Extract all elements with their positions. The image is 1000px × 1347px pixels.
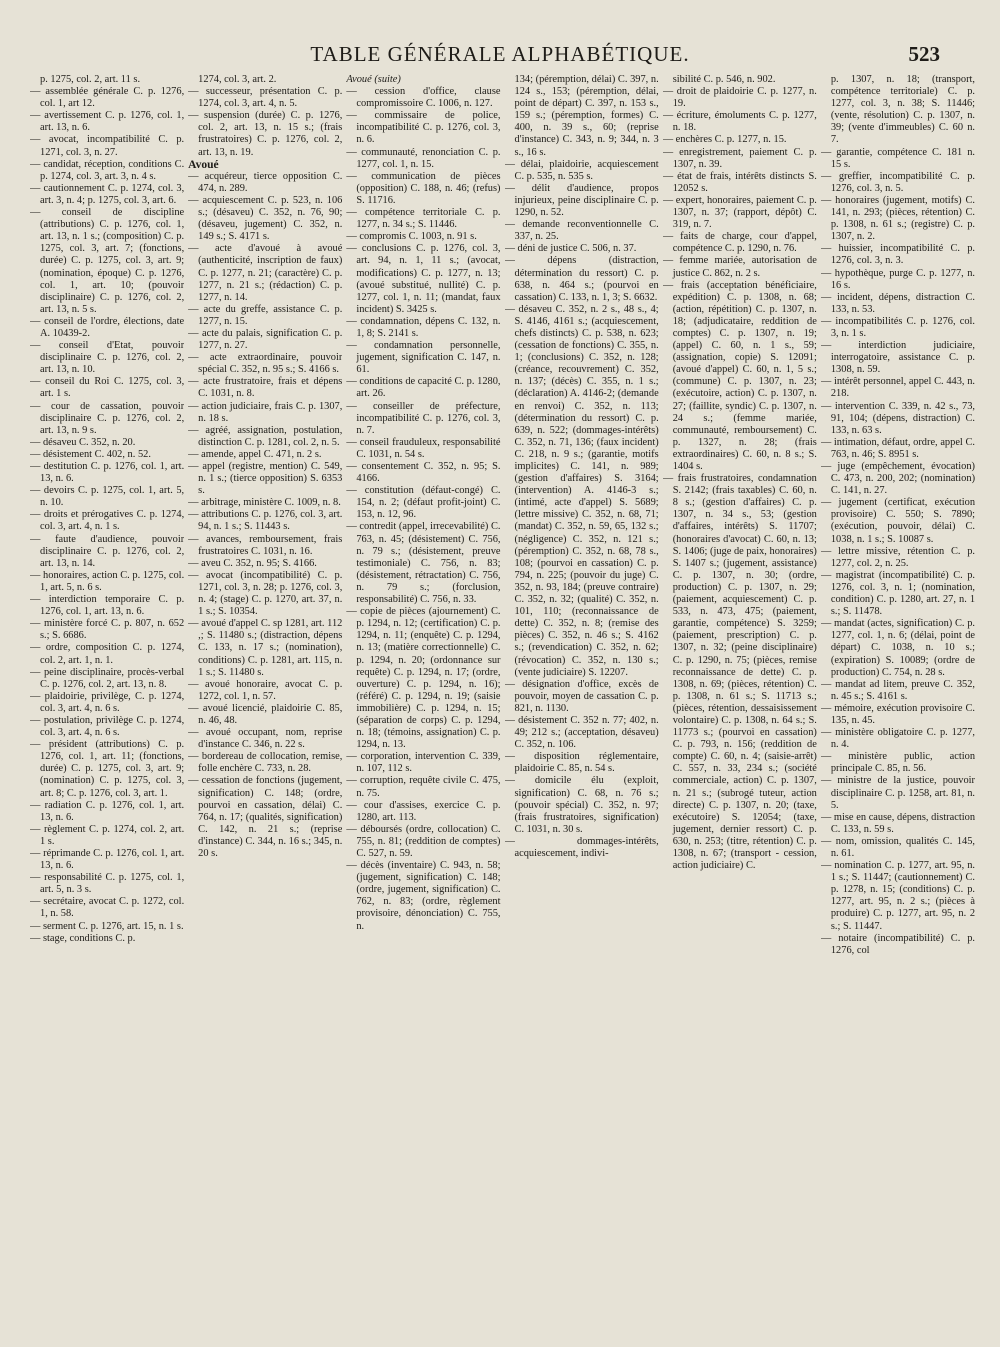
- index-entry: — désaveu C. 352, n. 20.: [30, 436, 136, 448]
- index-entry: — cour d'assises, exercice C. p. 1280, art. 113.: [346, 799, 501, 823]
- index-entry: — acte frustratoire, frais et dépens C. 1031, n. 8.: [188, 376, 343, 400]
- index-entry: — communauté, renonciation C. p. 1277, col. 1, n. 15.: [346, 146, 501, 170]
- index-entry: — aveu C. 352, n. 95; S. 4166.: [188, 557, 317, 569]
- index-entry: — dommages-intérêts, acquiescement, indivi-: [504, 835, 659, 859]
- index-entry: — successeur, présentation C. p. 1274, col. 3, art. 4, n. 5.: [188, 86, 343, 110]
- index-entry: — règlement C. p. 1274, col. 2, art. 1 s.: [30, 823, 185, 847]
- index-entry: — compromis C. 1003, n. 91 s.: [346, 231, 477, 243]
- index-entry: — femme mariée, autorisation de justice C. 862, n. 2 s.: [662, 255, 817, 279]
- index-entry: — nom, omission, qualités C. 145, n. 61.: [820, 835, 976, 859]
- index-entry: — peine disciplinaire, procès-verbal C. p. 1276, col. 2, art. 13, n. 8.: [30, 666, 185, 690]
- index-entry: — désistement C. 352 n. 77; 402, n. 49; 212 s.; (acceptation, désaveu) C. 352, n. 106.: [504, 714, 659, 751]
- index-entry: — hypothèque, purge C. p. 1277, n. 16 s.: [820, 267, 976, 291]
- index-entry: — acte du greffe, assistance C. p. 1277, n. 15.: [188, 303, 343, 327]
- index-entry: — conseil frauduleux, responsabilité C. 1031, n. 54 s.: [346, 436, 501, 460]
- index-entry: — cession d'office, clause compromissoire C. 1006, n. 127.: [346, 86, 501, 110]
- index-entry: — droit de plaidoirie C. p. 1277, n. 19.: [662, 86, 817, 110]
- index-entry: — plaidoirie, privilège, C. p. 1274, col. 3, art. 4, n. 6 s.: [30, 690, 185, 714]
- index-entry: — consentement C. 352, n. 95; S. 4166.: [346, 461, 501, 485]
- index-entry: — écriture, émoluments C. p. 1277, n. 18.: [662, 110, 817, 134]
- index-entry: — ordre, composition C. p. 1274, col. 2, art. 1, n. 1.: [30, 642, 185, 666]
- index-entry: — cour de cassation, pouvoir disciplinaire C. p. 1276, col. 2, art. 13, n. 9 s.: [30, 400, 185, 436]
- index-entry: — conclusions C. p. 1276, col. 3, art. 94, n. 1, 11 s.; (avocat, modifications) C. p. 1277, n. 13; (avoué substitué, nullité) C. p. 1277, col. 1, n. 11; (mandat, faux incident) S. 3425 s.: [346, 243, 501, 315]
- index-entry: — acquéreur, tierce opposition C. 474, n. 289.: [188, 170, 343, 194]
- index-entry: — conseil de discipline (attributions) C. p. 1276, col. 1, art. 13, n. 1 s.; (composition) C. p. 1275, col. 3, art. 7; (fonctions, durée) C. p. 1275, col. 3, art. 9; (nomination, époque) C. p. 1276, col. 1, art. 10; (pouvoir disciplinaire) C. p. 1276, col. 2, art. 13, n. 5 s.: [30, 207, 185, 315]
- index-entry: — incompatibilités C. p. 1276, col. 3, n. 1 s.: [820, 315, 976, 339]
- index-heading: Avoué: [188, 158, 219, 171]
- index-entry: — notaire (incompatibilité) C. p. 1276, col: [820, 932, 976, 956]
- index-entry: — ministère obligatoire C. p. 1277, n. 4.: [820, 727, 976, 751]
- index-entry: — communication de pièces (opposition) C. 188, n. 46; (refus) S. 11716.: [346, 170, 501, 206]
- index-entry: — avoué d'appel C. sp 1281, art. 112 ,; S. 11480 s.; (distraction, dépens C. 133, n. 17 s.; (nomination), conditions) C. p. 1281, art. 115, n. 1 s.; S. 11480 s.: [188, 618, 343, 678]
- index-entry: — assemblée générale C. p. 1276, col. 1, art 12.: [30, 86, 185, 110]
- index-entry: — attributions C. p. 1276, col. 3, art. 94, n. 1 s.; S. 11443 s.: [188, 509, 343, 533]
- index-entry: — avertissement C. p. 1276, col. 1, art. 13, n. 6.: [30, 110, 185, 134]
- index-entry: — condamnation personnelle, jugement, signification C. 147, n. 61.: [346, 340, 501, 376]
- index-entry: — déni de justice C. 506, n. 37.: [504, 243, 637, 255]
- index-entry: — désistement C. 402, n. 52.: [30, 448, 151, 460]
- index-entry: — juge (empêchement, évocation) C. 473, n. 200, 202; (nomination) C. 141, n. 27.: [820, 461, 976, 497]
- index-entry: — ministère forcé C. p. 807, n. 652 s.; S. 6686.: [30, 618, 185, 642]
- index-entry: — intervention C. 339, n. 42 s., 73, 91, 104; (dépens, distraction) C. 133, n. 63 s.: [820, 400, 976, 436]
- index-entry: — enregistrement, paiement C. p. 1307, n. 39.: [662, 146, 817, 170]
- index-entry: — suspension (durée) C. p. 1276, col. 2, art. 13, n. 15 s.; (frais frustratoires) C. p. 1276, col. 2, art. 13, n. 19.: [188, 110, 343, 158]
- index-entry: — mandat (actes, signification) C. p. 1277, col. 1, n. 6; (délai, point de départ) C. 1038, n. 10 s.; (expiration) S. 10089; (ordre de production) C. 754, n. 28 s.: [820, 618, 976, 678]
- index-entry: — corporation, intervention C. 339, n. 107, 112 s.: [346, 751, 501, 775]
- index-entry: — condamnation, dépens C. 132, n. 1, 8; S. 2141 s.: [346, 315, 501, 339]
- index-entry: — interdiction temporaire C. p. 1276, col. 1, art. 13, n. 6.: [30, 594, 185, 618]
- index-entry: — magistrat (incompatibilité) C. p. 1276, col. 3, n. 1; (nomination, condition) C. p. 1280, art. 27, n. 1 s.; S. 11478.: [820, 569, 976, 618]
- index-entry: — incident, dépens, distraction C. 133, n. 53.: [820, 291, 976, 315]
- index-entry: p. 1307, n. 18; (transport, compétence territoriale) C. p. 1277, col. 3, n. 38; S. 11446; (vente, résolution) C. p. 1307, n. 39; (vente d'immeubles) C. 60 n. 7.: [830, 74, 976, 146]
- index-columns: [30, 74, 975, 1336]
- index-entry: — agréé, assignation, postulation, distinction C. p. 1281, col. 2, n. 5.: [188, 424, 343, 448]
- index-entry: — appel (registre, mention) C. 549, n. 1 s.; (tierce opposition) S. 6353 s.: [188, 461, 343, 497]
- index-entry: — ministre de la justice, pouvoir disciplinaire C. p. 1258, art. 81, n. 5.: [820, 775, 976, 811]
- index-entry: — radiation C. p. 1276, col. 1, art. 13, n. 6.: [30, 799, 185, 823]
- index-entry: — amende, appel C. 471, n. 2 s.: [188, 448, 322, 460]
- index-entry: — déboursés (ordre, collocation) C. 755, n. 81; (reddition de comptes) C. 527, n. 59.: [346, 823, 501, 859]
- index-entry: — constitution (défaut-congé) C. 154, n. 2; (défaut profit-joint) C. 153, n. 12, 96.: [346, 485, 501, 521]
- index-entry: 134; (péremption, délai) C. 397, n. 124 s., 153; (péremption, délai, point de départ) C. 397, n. 153 s., 159 s.; (péremption, formes) C. 400, n. 39 s., 60; (reprise d'instance) C. 343, n. 9; 344, n. 3 s., 16 s.: [514, 74, 659, 158]
- index-column-2: [188, 74, 342, 1336]
- index-column-3: [346, 74, 500, 1336]
- index-entry: — délai, plaidoirie, acquiescement C. p. 535, n. 535 s.: [504, 158, 659, 182]
- index-entry: — conditions de capacité C. p. 1280, art. 26.: [346, 376, 501, 400]
- index-heading: Avoué (suite): [346, 74, 401, 85]
- index-entry: — avances, remboursement, frais frustratoires C. 1031, n. 16.: [188, 533, 343, 557]
- index-entry: — garantie, compétence C. 181 n. 15 s.: [820, 146, 976, 170]
- index-entry: — acte d'avoué à avoué (authenticité, inscription de faux) C. p. 1277, n. 21; (caractère) C. p. 1277, n. 21 s.; (rédaction) C. p. 1277, n. 14.: [188, 243, 343, 303]
- index-entry: — action judiciaire, frais C. p. 1307, n. 18 s.: [188, 400, 343, 424]
- index-entry: — avocat, incompatibilité C. p. 1271, col. 3, n. 27.: [30, 134, 185, 158]
- index-entry: — arbitrage, ministère C. 1009, n. 8.: [188, 497, 341, 509]
- index-entry: — contredit (appel, irrecevabilité) C. 763, n. 45; (désistement) C. 756, n. 79 s.; (désistement, preuve testimoniale) C. 756, n. 83; (désistement, rétractation) C. 756, n. 79 s.; (forclusion, responsabilité) C. 756, n. 33.: [346, 521, 501, 606]
- index-entry: — devoirs C. p. 1275, col. 1, art. 5, n. 10.: [30, 485, 185, 509]
- index-entry: — commissaire de police, incompatibilité C. p. 1276, col. 3, n. 6.: [346, 110, 501, 146]
- index-entry: — domicile élu (exploit, signification) C. 68, n. 76 s.; (pouvoir spécial) C. 352, n. 97; (frais frustratoires, signification) C. 1031, n. 30 s.: [504, 775, 659, 835]
- index-entry: — stage, conditions C. p.: [30, 932, 136, 944]
- index-column-4: [505, 74, 659, 1336]
- index-entry: — acte extraordinaire, pouvoir spécial C. 352, n. 95 s.; S. 4166 s.: [188, 352, 343, 376]
- index-entry: — nomination C. p. 1277, art. 95, n. 1 s.; S. 11447; (cautionnement) C. p. 1278, n. 15; (conditions) C. p. 1277, art. 95, n. 2 s.; (pièces à produire) C. p. 1277, art. 95, n. 2 s.; S. 11447.: [820, 860, 976, 932]
- index-entry: — avocat (incompatibilité) C. p. 1271, col. 3, n. 28; p. 1276, col. 3, n. 4; (stage) C. p. 1270, art. 37, n. 1 s.; S. 10354.: [188, 569, 343, 618]
- index-entry: — avoué occupant, nom, reprise d'instance C. 346, n. 22 s.: [188, 727, 343, 751]
- index-entry: — état de frais, intérêts distincts S. 12052 s.: [662, 170, 817, 194]
- index-entry: — mandat ad litem, preuve C. 352, n. 45 s.; S. 4161 s.: [820, 678, 976, 702]
- index-entry: p. 1275, col. 2, art. 11 s.: [40, 74, 141, 85]
- index-entry: — demande reconventionnelle C. 337, n. 25.: [504, 219, 659, 243]
- index-entry: — conseil du Roi C. 1275, col. 3, art. 1 s.: [30, 376, 185, 400]
- index-entry: — ministère public, action principale C. 85, n. 56.: [820, 751, 976, 775]
- index-entry: — acte du palais, signification C. p. 1277, n. 27.: [188, 327, 343, 352]
- index-column-1: [30, 74, 184, 1336]
- index-entry: — désaveu C. 352, n. 2 s., 48 s., 4; S. 4146, 4161 s.; (acquiescement, chefs distincts) C. p. 538, n. 623; (cessation de fonctions) C. 355, n. 1; (conclusions) C. 352, n. 128; (créance, recouvrement) C. 352, n. 137; (décès) C. 355, n. 1 s.; (déclaration) A. 4146-2; (demande en renvoi) C. 352, n. 113; (détermination du ressort) C. p. 639, n. 522; (dommages-intérêts) C. 352, n. 71, 136; (faux incident) C. 218, n. 9 s.; (garantie, motifs implicites) C. 141, n. 989; (gestion d'affaires) S. 3164; (intervention) A. 4146-3 s.; (intimé, acte d'appel) S. 5689; (lettre missive) C. 352, n. 68, 71; (mandat) C. 352, n. 59, 65, 132 s.; (négligence) C. 352, n. 121 s.; (péremption) C. 352, n. 68, 78 s., 108; (pourvoi en cassation) C. p. 794, n. 225; (pouvoir du juge) C. 352, n. 93, 184; (preuve contraire) C. 352, n. 32; (qualité) C. 352, n. 101, 110; (reconnaissance de dette) C. 352, n. 8; (remise des pièces) C. 352, n. 46 s.; S. 4162 s.; (revendication) C. 352, n. 62; (révocation) C. 352, n. 130 s.; (vente judiciaire) S. 12207.: [504, 303, 659, 678]
- index-entry: — conseiller de préfecture, incompatibilité C. p. 1276, col. 3, n. 7.: [346, 400, 501, 436]
- index-entry: — compétence territoriale C. p. 1277, n. 34 s.; S. 11446.: [346, 207, 501, 231]
- index-entry: — conseil de l'ordre, élections, date A. 10439-2.: [30, 315, 185, 339]
- index-entry: — délit d'audience, propos injurieux, peine disciplinaire C. p. 1290, n. 52.: [504, 182, 659, 219]
- index-entry: — conseil d'Etat, pouvoir disciplinaire C. p. 1276, col. 2, art. 13, n. 10.: [30, 340, 185, 376]
- index-entry: — avoué honoraire, avocat C. p. 1272, col. 1, n. 57.: [188, 678, 343, 702]
- index-entry: — huissier, incompatibilité C. p. 1276, col. 3, n. 3.: [820, 243, 976, 267]
- index-entry: — honoraires, action C. p. 1275, col. 1, art. 5, n. 6 s.: [30, 569, 185, 593]
- index-entry: — réprimande C. p. 1276, col. 1, art. 13, n. 6.: [30, 848, 185, 872]
- index-entry: — mise en cause, dépens, distraction C. 133, n. 59 s.: [820, 811, 976, 835]
- index-entry: — faute d'audience, pouvoir disciplinaire C. p. 1276, col. 2, art. 13, n. 14.: [30, 533, 185, 569]
- index-entry: — interdiction judiciaire, interrogatoire, assistance C. p. 1308, n. 59.: [820, 340, 976, 376]
- index-column-5: [663, 74, 817, 1336]
- index-entry: — greffier, incompatibilité C. p. 1276, col. 3, n. 5.: [820, 170, 976, 194]
- index-entry: — jugement (certificat, exécution provisoire) C. 550; S. 7890; (exécution, pouvoir, délai) C. 1038, n. 1 s.; S. 10087 s.: [820, 497, 976, 545]
- index-entry: — avoué licencié, plaidoirie C. 85, n. 46, 48.: [188, 702, 343, 726]
- index-entry: — copie de pièces (ajournement) C. p. 1294, n. 12; (certification) C. p. 1294, n. 11; (enquête) C. p. 1294, n. 13; (matière correctionnelle) C. p. 1294, n. 20; (ordonnance sur requête) C. p. 1294, n. 17; (ordre, ouverture) C. p. 1294, n. 16); (référé) C. p. 1294, n. 19; (saisie immobilière) C. p. 1294, n. 15; (séparation de corps) C. p. 1294, n. 18; (témoins, assignation) C. p. 1294, n. 13.: [346, 606, 501, 751]
- index-entry: — destitution C. p. 1276, col. 1, art. 13, n. 6.: [30, 461, 185, 485]
- index-entry: — droits et prérogatives C. p. 1274, col. 3, art. 4, n. 1 s.: [30, 509, 185, 533]
- index-entry: — cautionnement C. p. 1274, col. 3, art. 3, n. 4; p. 1275, col. 3, art. 6.: [30, 182, 185, 206]
- index-entry: — enchères C. p. 1277, n. 15.: [662, 134, 787, 146]
- index-entry: — responsabilité C. p. 1275, col. 1, art. 5, n. 3 s.: [30, 872, 185, 896]
- index-entry: — frais (acceptation bénéficiaire, expédition) C. p. 1308, n. 68; (action, répétition) C. p. 1307, n. 18; (adjudicataire, reddition de comptes) C. p. 1307, n. 19; (appel) C. 60, n. 1 s., 59; (assignation, copie) S. 12091; (avoué d'appel) C. 60, n. 1, 5 s.; (commune) C. p. 1307, n. 23; (exécutoire, action) C. p. 1307, n. 27; (faillite, syndic) C. p. 1307, n. 24 s.; (femme mariée, communauté, remboursement) C. p. 1327, n. 28; (frais extraordinaires) C. 60, n. 8 s.; S. 1404 s.: [662, 279, 817, 472]
- index-entry: — corruption, requête civile C. 475, n. 75.: [346, 775, 501, 799]
- page-number: 523: [908, 42, 940, 66]
- index-entry: — postulation, privilège C. p. 1274, col. 3, art. 4, n. 6 s.: [30, 714, 185, 739]
- index-column-6: [821, 74, 975, 1336]
- index-entry: — dépens (distraction, détermination du ressort) C. p. 638, n. 464 s.; (pourvoi en cassation) C. 133, n. 1, 3; S. 6632.: [504, 255, 659, 303]
- index-entry: — candidat, réception, conditions C. p. 1274, col. 3, art. 3, n. 4 s.: [30, 158, 185, 182]
- index-entry: — décès (inventaire) C. 943, n. 58; (jugement, signification) C. 148; (ordre, jugement, signification) C. 762, n. 83; (ordre, règlement provisoire, dénonciation) C. 755, n.: [346, 860, 501, 932]
- index-entry: — secrétaire, avocat C. p. 1272, col. 1, n. 58.: [30, 896, 185, 920]
- index-entry: — disposition réglementaire, plaidoirie C. 85, n. 54 s.: [504, 751, 659, 775]
- index-entry: — intérêt personnel, appel C. 443, n. 218.: [820, 376, 976, 400]
- index-entry: — frais frustratoires, condamnation S. 2142; (frais taxables) C. 60, n. 8 s.; (gestion d'affaires) C. p. 1307, n. 34 s., 53; (gestion d'affaires, intérêts) S. 11707; (honoraires d'avocat) C. 60, n. 13; S. 1406; (juge de paix, honoraires) S. 1407 s.; (jugement, assistance) C. p. 1307, n. 30; (ordre, production) C. p. 1307, n. 29; (paiement, acquiescement) C. p. 533, n. 473, 475; (paiement, garantie, compétence) S. 3259; (paiement, prescription) C. p. 1307, n. 32; (peine disciplinaire) C. p. 1290, n. 75; (pièces, remise reconnaissance de dette) C. p. 1308, n. 69; (pièces, rétention) C. p. 1308, n. 61 s.; S. 11713 s.; (pièces, rétention, dessaisissement volontaire) C. p. 1308, n. 64 s.; S. 11773 s.; (pourvoi en cassation) C. p. 793, n. 156; (reddition de compte) C. 60, n. 4; (saisie-arrêt) C. 557, n. 33, 234 s.; (société commerciale, action) C. p. 1307, n. 21 s.; (subrogé tuteur, action directe) C. p. 1307, n. 20; (taxe, exécutoire) S. 12054; (taxe, jugement, dernier ressort) C. p. 630, n. 253; (titre, rétention) C. p. 1308, n. 67; (transport - cession, action judiciaire) C.: [662, 473, 817, 872]
- page-title: TABLE GÉNÉRALE ALPHABÉTIQUE.: [310, 42, 690, 66]
- index-entry: — faits de charge, cour d'appel, compétence C. p. 1290, n. 76.: [662, 231, 817, 255]
- index-entry: — président (attributions) C. p. 1276, col. 1, art. 11; (fonctions, durée) C. p. 1275, col. 3, art. 9; (nomination) C. p. 1275, col. 3, art. 8; C. p. 1276, col. 3, art. 1.: [30, 739, 185, 799]
- index-entry: — désignation d'office, excès de pouvoir, moyen de cassation C. p. 821, n. 1130.: [504, 678, 659, 714]
- page-header: [60, 42, 940, 72]
- index-entry: sibilité C. p. 546, n. 902.: [672, 74, 776, 85]
- index-entry: — serment C. p. 1276, art. 15, n. 1 s.: [30, 920, 184, 932]
- index-entry: — cessation de fonctions (jugement, signification) C. 148; (ordre, pourvoi en cassation, délai) C. 764, n. 17; (qualités, signification) C. 142, n. 21 s.; (reprise d'instance) C. 344, n. 16 s.; 345, n. 20 s.: [188, 775, 343, 859]
- index-entry: — lettre missive, rétention C. p. 1277, col. 2, n. 25.: [820, 545, 976, 569]
- index-entry: — acquiescement C. p. 523, n. 106 s.; (désaveu) C. 352, n. 76, 90; (désaveu, jugement) C. 352, n. 149 s.; S. 4171 s.: [188, 194, 343, 243]
- index-entry: — expert, honoraires, paiement C. p. 1307, n. 37; (rapport, dépôt) C. 319, n. 7.: [662, 194, 817, 231]
- index-entry: — mémoire, exécution provisoire C. 135, n. 45.: [820, 702, 976, 726]
- index-entry: — honoraires (jugement, motifs) C. 141, n. 293; (pièces, rétention) C. p. 1308, n. 61 s.; (registre) C. p. 1307, n. 2.: [820, 194, 976, 243]
- index-entry: — intimation, défaut, ordre, appel C. 763, n. 46; S. 8951 s.: [820, 436, 976, 460]
- index-entry: 1274, col. 3, art. 2.: [198, 74, 277, 85]
- index-entry: — bordereau de collocation, remise, folle enchère C. 733, n. 28.: [188, 751, 343, 775]
